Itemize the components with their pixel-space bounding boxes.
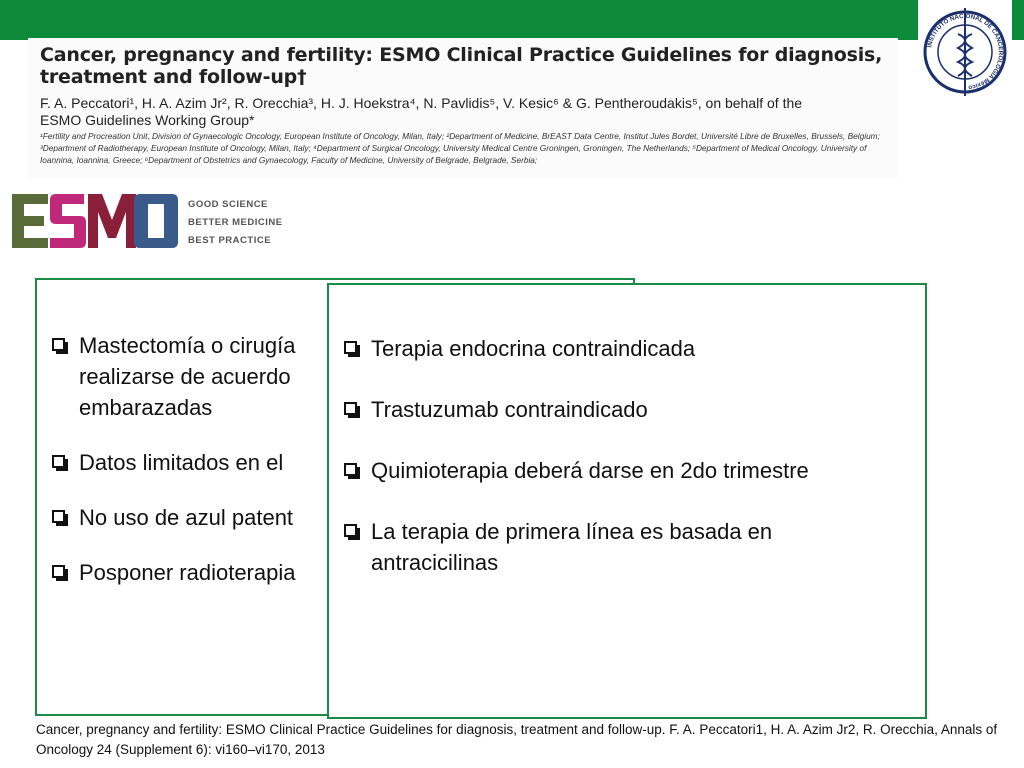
paper-title: Cancer, pregnancy and fertility: ESMO Clinical Practice Guidelines for diagnosis, treatment and follow-up† xyxy=(40,44,883,88)
paper-affiliations: ¹Fertility and Procreation Unit, Division of Gynaecologic Oncology, European Institute of Oncology, Milan, Italy; ²Department of Medicine, BrEAST Data Centre, Institut Jules Bordet, Université Libre de Bruxelles, Brussels, Belgium; ³Department of Radiotherapy, European Institute of Oncology, Milan, Italy; ⁴Department of Surgical Oncology, University Medical Centre Groningen, Groningen, The Netherlands; ⁵Department of Medical Oncology, University of Ioannina, Ioannina, Greece; ⁶Department of Obstetrics and Gynaecology, Faculty of Medicine, University of Belgrade, Belgrade, Serbia; xyxy=(40,131,880,165)
checkbox-bullet-icon xyxy=(344,402,357,415)
list-item xyxy=(341,516,901,578)
esmo-logo-mark xyxy=(12,190,182,252)
right-content-box xyxy=(327,283,927,719)
checkbox-bullet-icon xyxy=(52,455,65,468)
list-item xyxy=(341,455,901,486)
checkbox-bullet-icon xyxy=(52,510,65,523)
list-item xyxy=(341,333,901,364)
checkbox-bullet-icon xyxy=(52,565,65,578)
right-bullet-list xyxy=(341,333,901,608)
checkbox-bullet-icon xyxy=(344,463,357,476)
esmo-tagline xyxy=(188,196,283,250)
list-item-text: Trastuzumab contraindicado xyxy=(371,397,648,422)
list-item-text: embarazadas xyxy=(79,395,213,420)
list-item-text: Posponer radioterapia xyxy=(79,560,296,585)
esmo-tagline-2: BETTER MEDICINE xyxy=(188,217,283,228)
checkbox-bullet-icon xyxy=(344,524,357,537)
list-item-text: realizarse de acuerdo xyxy=(79,364,291,389)
esmo-tagline-1: GOOD SCIENCE xyxy=(188,199,268,210)
esmo-tagline-3: BEST PRACTICE xyxy=(188,235,272,246)
top-green-bar xyxy=(0,0,1024,40)
paper-authors: F. A. Peccatori¹, H. A. Azim Jr², R. Orecchia³, H. J. Hoekstra⁴, N. Pavlidis⁵, V. Kesic⁶ & G. Pentheroudakis⁵, on behalf of the ESMO Guidelines Working Group* xyxy=(40,95,803,128)
svg-text:INSTITUTO NACIONAL DE CANCEROL: INSTITUTO NAC ONAL DE CANCEROLOGÍA México xyxy=(926,12,1005,91)
institution-logo xyxy=(918,0,1012,110)
citation-footer: Cancer, pregnancy and fertility: ESMO Clinical Practice Guidelines for diagnosis, treatment and follow-up. F. A. Peccatori1, H. A. Azim Jr2, R. Orecchia, Annals of Oncology 24 (Supplement 6): vi160–vi170, 2013 xyxy=(36,722,998,757)
list-item-text: Mastectomía o cirugía xyxy=(79,333,296,358)
checkbox-bullet-icon xyxy=(52,338,65,351)
list-item-text: Quimioterapia deberá darse en 2do trimestre xyxy=(371,458,809,483)
incan-seal-icon xyxy=(918,0,1012,110)
list-item-text: No uso de azul patent xyxy=(79,505,294,530)
list-item xyxy=(341,394,901,425)
list-item-text: Datos limitados en el xyxy=(79,450,284,475)
list-item-text: Terapia endocrina contraindicada xyxy=(371,336,696,361)
list-item-text: La terapia de primera línea es basada en antracicilinas xyxy=(371,519,773,575)
checkbox-bullet-icon xyxy=(344,341,357,354)
